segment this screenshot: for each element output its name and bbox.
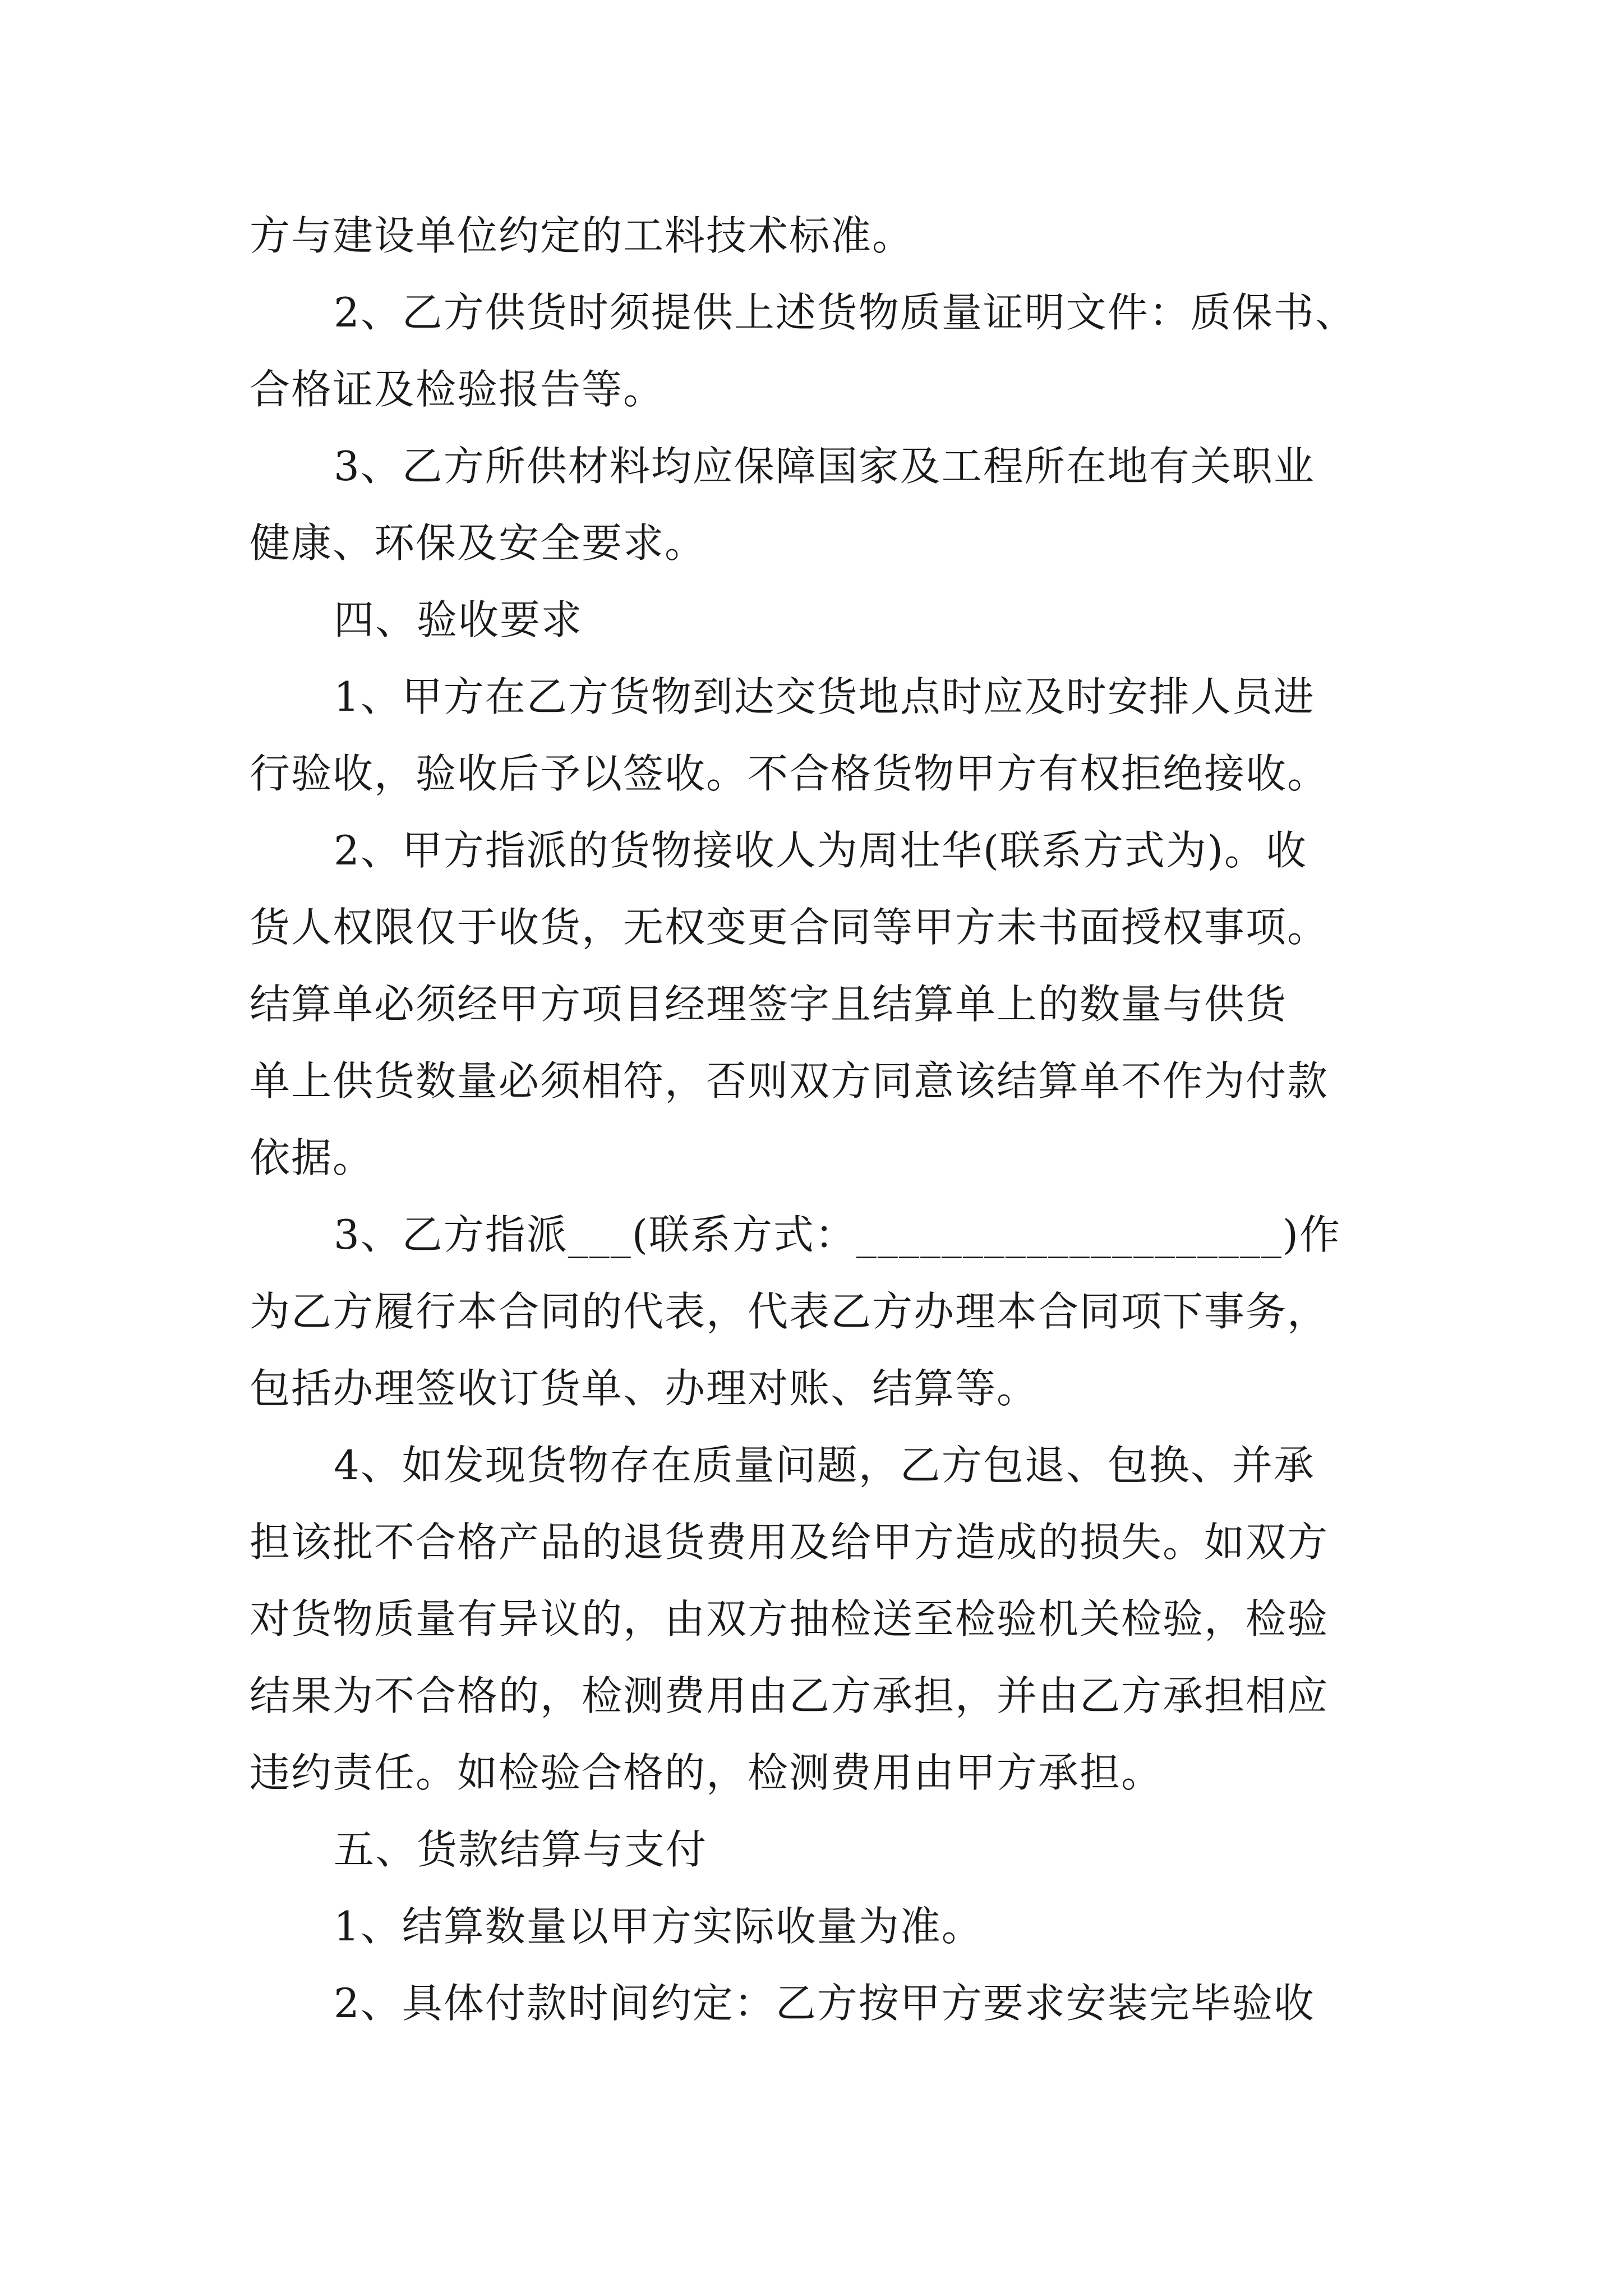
- text-line: 合格证及检验报告等。: [250, 366, 665, 413]
- text-line: 包括办理签收订货单、办理对账、结算等。: [250, 1365, 1039, 1412]
- text-line: 3、乙方指派___(联系方式：____________________)作: [334, 1211, 1341, 1258]
- text-line: 违约责任。如检验合格的，检测费用由甲方承担。: [250, 1749, 1163, 1796]
- text-line: 单上供货数量必须相符，否则双方同意该结算单不作为付款: [250, 1057, 1329, 1105]
- text-line: 依据。: [250, 1134, 375, 1181]
- text-line: 3、乙方所供材料均应保障国家及工程所在地有关职业: [334, 443, 1315, 490]
- text-line: 2、具体付款时间约定：乙方按甲方要求安装完毕验收: [334, 1980, 1315, 2027]
- section-heading: 五、货款结算与支付: [334, 1826, 708, 1873]
- text-line: 方与建设单位约定的工料技术标准。: [250, 212, 914, 259]
- text-line: 2、甲方指派的货物接收人为周壮华(联系方式为)。收: [334, 827, 1307, 874]
- text-line: 1、甲方在乙方货物到达交货地点时应及时安排人员进: [334, 673, 1315, 720]
- text-line: 货人权限仅于收货，无权变更合同等甲方未书面授权事项。: [250, 904, 1329, 951]
- text-line: 1、结算数量以甲方实际收量为准。: [334, 1903, 983, 1950]
- text-line: 结果为不合格的，检测费用由乙方承担，并由乙方承担相应: [250, 1672, 1329, 1719]
- document-body: [250, 197, 1405, 2042]
- text-line: 4、如发现货物存在质量问题，乙方包退、包换、并承: [334, 1442, 1315, 1489]
- text-line: 2、乙方供货时须提供上述货物质量证明文件：质保书、: [334, 289, 1357, 336]
- text-line: 健康、环保及安全要求。: [250, 519, 707, 567]
- section-heading: 四、验收要求: [334, 596, 583, 643]
- text-line: 行验收，验收后予以签收。不合格货物甲方有权拒绝接收。: [250, 750, 1329, 797]
- text-line: 结算单必须经甲方项目经理签字且结算单上的数量与供货: [250, 981, 1288, 1028]
- text-line: 为乙方履行本合同的代表，代表乙方办理本合同项下事务，: [250, 1288, 1329, 1335]
- text-line: 担该批不合格产品的退货费用及给甲方造成的损失。如双方: [250, 1519, 1329, 1566]
- text-line: 对货物质量有异议的，由双方抽检送至检验机关检验，检验: [250, 1595, 1329, 1642]
